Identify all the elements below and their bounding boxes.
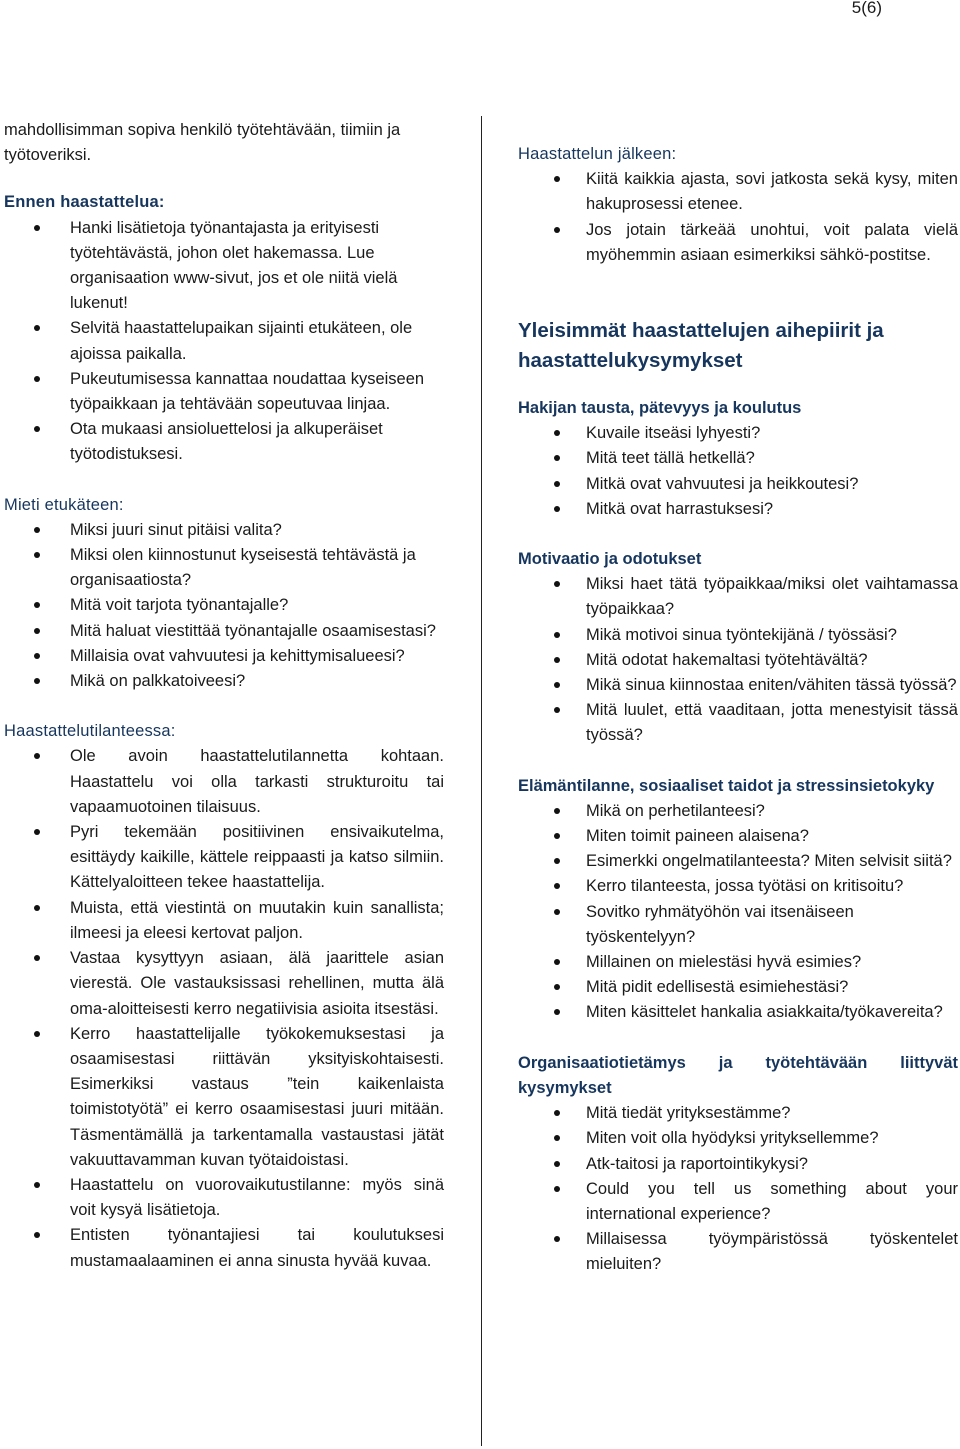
list-item: Vastaa kysyttyyn asiaan, älä jaarittele asian vierestä. Ole vastauksissasi rehellinen, mutta älä oma-aloitteisesti kerro negatiivisia asioita itsestäsi. [4, 946, 444, 1022]
right-column [518, 142, 958, 1303]
list-item: Muista, että viestintä on muutakin kuin sanallista; ilmeesi ja eleesi kertovat paljon. [4, 896, 444, 946]
list-item: Kerro tilanteesta, jossa työtäsi on kritisoitu? [518, 874, 958, 899]
section-after-interview [518, 142, 958, 268]
list-item: Hanki lisätietoja työnantajasta ja erityisesti työtehtävästä, johon olet hakemassa. Lue organisaation www-sivut, jos et ole niitä vielä lukenut! [4, 216, 444, 317]
list-item: Mitä pidit edellisestä esimiehestäsi? [518, 975, 958, 1000]
list-item: Miten käsittelet hankalia asiakkaita/työkavereita? [518, 1000, 958, 1025]
list-item: Could you tell us something about your international experience? [518, 1177, 958, 1227]
section-life-situation [518, 774, 958, 1026]
list-item: Mitä luulet, että vaaditaan, jotta menestyisit tässä työssä? [518, 698, 958, 748]
list-item: Jos jotain tärkeää unohtui, voit palata vielä myöhemmin asiaan esimerkiksi sähkö-postitse. [518, 218, 958, 268]
list-item: Miksi haet tätä työpaikkaa/miksi olet vaihtamassa työpaikkaa? [518, 572, 958, 622]
list-item: Kuvaile itseäsi lyhyesti? [518, 421, 958, 446]
list-item: Miksi juuri sinut pitäisi valita? [4, 518, 444, 543]
list-item: Millaisessa työympäristössä työskentelet mieluiten? [518, 1227, 958, 1277]
list-item: Pukeutumisessa kannattaa noudattaa kyseiseen työpaikkaan ja tehtävään sopeutuvaa linjaa. [4, 367, 444, 417]
section-organisation-knowledge [518, 1051, 958, 1278]
list-item: Selvitä haastattelupaikan sijainti etukäteen, ole ajoissa paikalla. [4, 316, 444, 366]
list-item: Mikä on palkkatoiveesi? [4, 669, 444, 694]
section-heading: Ennen haastattelua: [4, 193, 165, 212]
list-item: Ole avoin haastattelutilannetta kohtaan. Haastattelu voi olla tarkasti strukturoitu tai vapaamuotoinen tilaisuus. [4, 744, 444, 820]
section-heading: Haastattelutilanteessa: [4, 722, 176, 741]
list-item: Mitä haluat viestittää työnantajalle osaamisestasi? [4, 619, 444, 644]
list-item: Ota mukaasi ansioluettelosi ja alkuperäiset työtodistuksesi. [4, 417, 444, 467]
intro-text: mahdollisimman sopiva henkilö työtehtävään, tiimiin ja työtoveriksi. [4, 121, 401, 165]
bullet-list [518, 421, 958, 522]
section-motivation [518, 547, 958, 749]
left-column [4, 118, 444, 1299]
list-item: Esimerkki ongelmatilanteesta? Miten selvisit siitä? [518, 849, 958, 874]
list-item: Pyri tekemään positiivinen ensivaikutelma, esittäydy kaikille, kättele reippaasti ja katso silmiin. Kättelyaloitteen tekee haastattelija. [4, 820, 444, 896]
bullet-list [518, 799, 958, 1026]
section-think-ahead [4, 493, 444, 695]
page-number: 5(6) [851, 0, 882, 17]
list-item: Millainen on mielestäsi hyvä esimies? [518, 950, 958, 975]
column-divider [481, 116, 482, 1446]
bullet-list [4, 518, 444, 694]
list-item: Miksi olen kiinnostunut kyseisestä tehtävästä ja organisaatiosta? [4, 543, 444, 593]
bullet-list [518, 167, 958, 268]
list-item: Mitkä ovat harrastuksesi? [518, 497, 958, 522]
section-heading: Mieti etukäteen: [4, 495, 124, 514]
list-item: Mitä odotat hakemaltasi työtehtävältä? [518, 648, 958, 673]
list-item: Miten voit olla hyödyksi yrityksellemme? [518, 1126, 958, 1151]
list-item: Millaisia ovat vahvuutesi ja kehittymisalueesi? [4, 644, 444, 669]
bullet-list [518, 1101, 958, 1277]
list-item: Mikä motivoi sinua työntekijänä / työssäsi? [518, 623, 958, 648]
section-heading: Hakijan tausta, pätevyys ja koulutus [518, 399, 802, 418]
section-heading: Elämäntilanne, sosiaaliset taidot ja stressinsietokyky [518, 776, 935, 795]
list-item: Entisten työnantajiesi tai koulutuksesi mustamaalaaminen ei anna sinusta hyvää kuvaa. [4, 1223, 444, 1273]
section-heading: Haastattelun jälkeen: [518, 145, 677, 163]
list-item: Kerro haastattelijalle työkokemuksestasi ja osaamisestasi riittävän yksityiskohtaisesti. Esimerkiksi vastaus ”tein kaikenlaista toimistotyötä” ei kerro osaamisestasi juuri mitään. Täsmentämällä ja tarkentamalla vastaustasi jätät vakuuttavamman kuvan työtaidoistasi. [4, 1022, 444, 1173]
bullet-list [4, 216, 444, 468]
list-item: Mitä voit tarjota työnantajalle? [4, 593, 444, 618]
section-background [518, 396, 958, 522]
list-item: Mikä sinua kiinnostaa eniten/vähiten tässä työssä? [518, 673, 958, 698]
list-item: Mitkä ovat vahvuutesi ja heikkoutesi? [518, 472, 958, 497]
list-item: Haastattelu on vuorovaikutustilanne: myös sinä voit kysyä lisätietoja. [4, 1173, 444, 1223]
section-heading: Organisaatiotietämys ja työtehtävään liittyvät kysymykset [518, 1053, 958, 1097]
bullet-list [4, 744, 444, 1273]
section-before-interview [4, 190, 444, 467]
list-item: Mikä on perhetilanteesi? [518, 799, 958, 824]
list-item: Sovitko ryhmätyöhön vai itsenäiseen työskentelyyn? [518, 900, 958, 950]
list-item: Miten toimit paineen alaisena? [518, 824, 958, 849]
list-item: Mitä teet tällä hetkellä? [518, 446, 958, 471]
main-heading: Yleisimmät haastattelujen aihepiirit ja haastattelukysymykset [518, 319, 884, 373]
bullet-list [518, 572, 958, 748]
section-heading: Motivaatio ja odotukset [518, 550, 702, 569]
list-item: Atk-taitosi ja raportointikykysi? [518, 1152, 958, 1177]
section-in-interview [4, 719, 444, 1273]
list-item: Mitä tiedät yrityksestämme? [518, 1101, 958, 1126]
list-item: Kiitä kaikkia ajasta, sovi jatkosta sekä kysy, miten hakuprosessi etenee. [518, 167, 958, 217]
